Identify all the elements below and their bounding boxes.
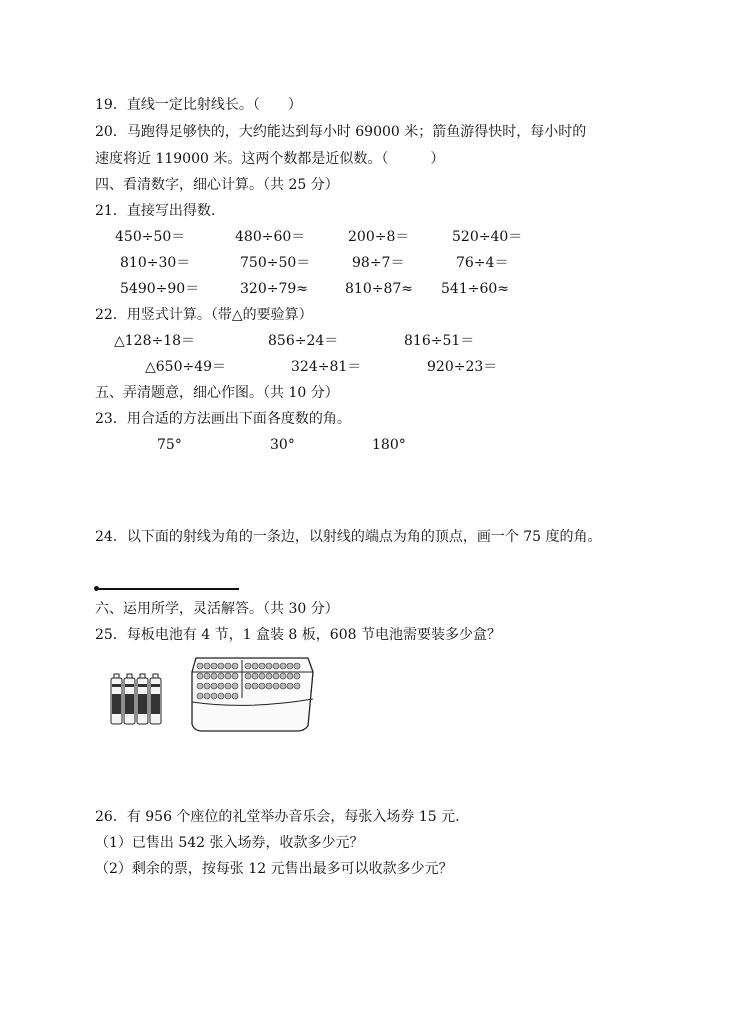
q26-text: 26．有 956 个座位的礼堂举办音乐会，每张入场券 15 元. bbox=[95, 809, 460, 825]
q26-part2: （2）剩余的票，按每张 12 元售出最多可以收款多少元？ bbox=[95, 861, 453, 877]
q23-angle: 180° bbox=[372, 437, 406, 453]
q26-part1: （1）已售出 542 张入场券，收款多少元？ bbox=[95, 835, 364, 851]
q22-item: 920÷23＝ bbox=[427, 359, 498, 375]
q20-text-line1: 20．马跑得足够快的，大约能达到每小时 69000 米；箭鱼游得快时，每小时的 bbox=[95, 124, 587, 140]
q21-item: 76÷4＝ bbox=[456, 255, 509, 271]
q21-item: 200÷8＝ bbox=[348, 229, 410, 245]
q21-text: 21．直接写出得数. bbox=[95, 203, 216, 219]
batteries-icon bbox=[108, 672, 168, 726]
q22-item: 324÷81＝ bbox=[291, 359, 362, 375]
q21-item: 520÷40＝ bbox=[452, 229, 523, 245]
q21-item: 450÷50＝ bbox=[115, 229, 186, 245]
q21-item: 98÷7＝ bbox=[352, 255, 405, 271]
q22-item: △128÷18＝ bbox=[114, 333, 196, 349]
battery-box-icon bbox=[186, 654, 318, 734]
q21-item: 541÷60≈ bbox=[441, 281, 509, 297]
q20-text-line2: 速度将近 119000 米。这两个数都是近似数。（ ） bbox=[95, 151, 445, 167]
q21-item: 810÷87≈ bbox=[345, 281, 413, 297]
q23-angle: 75° bbox=[157, 437, 182, 453]
q21-item: 320÷79≈ bbox=[240, 281, 308, 297]
q21-item: 750÷50＝ bbox=[240, 255, 311, 271]
q22-item: △650÷49＝ bbox=[145, 359, 227, 375]
q24-text: 24．以下面的射线为角的一条边，以射线的端点为角的顶点，画一个 75 度的角。 bbox=[95, 529, 602, 545]
q21-item: 810÷30＝ bbox=[120, 255, 191, 271]
q25-text: 25．每板电池有 4 节，1 盒装 8 板，608 节电池需要装多少盒？ bbox=[95, 627, 501, 643]
q21-item: 5490÷90＝ bbox=[120, 281, 200, 297]
section4-heading: 四、看清数字，细心计算。（共 25 分） bbox=[95, 177, 339, 193]
q22-item: 856÷24＝ bbox=[268, 333, 339, 349]
section6-heading: 六、运用所学，灵活解答。（共 30 分） bbox=[95, 601, 339, 617]
q21-item: 480÷60＝ bbox=[235, 229, 306, 245]
ray-line bbox=[97, 588, 239, 590]
section5-heading: 五、弄清题意，细心作图。（共 10 分） bbox=[95, 385, 339, 401]
q23-angle: 30° bbox=[270, 437, 295, 453]
q22-text: 22．用竖式计算。（带△的要验算） bbox=[95, 307, 313, 323]
q23-text: 23．用合适的方法画出下面各度数的角。 bbox=[95, 411, 351, 427]
q22-item: 816÷51＝ bbox=[404, 333, 475, 349]
q19-text: 19．直线一定比射线长。（ ） bbox=[95, 97, 302, 113]
